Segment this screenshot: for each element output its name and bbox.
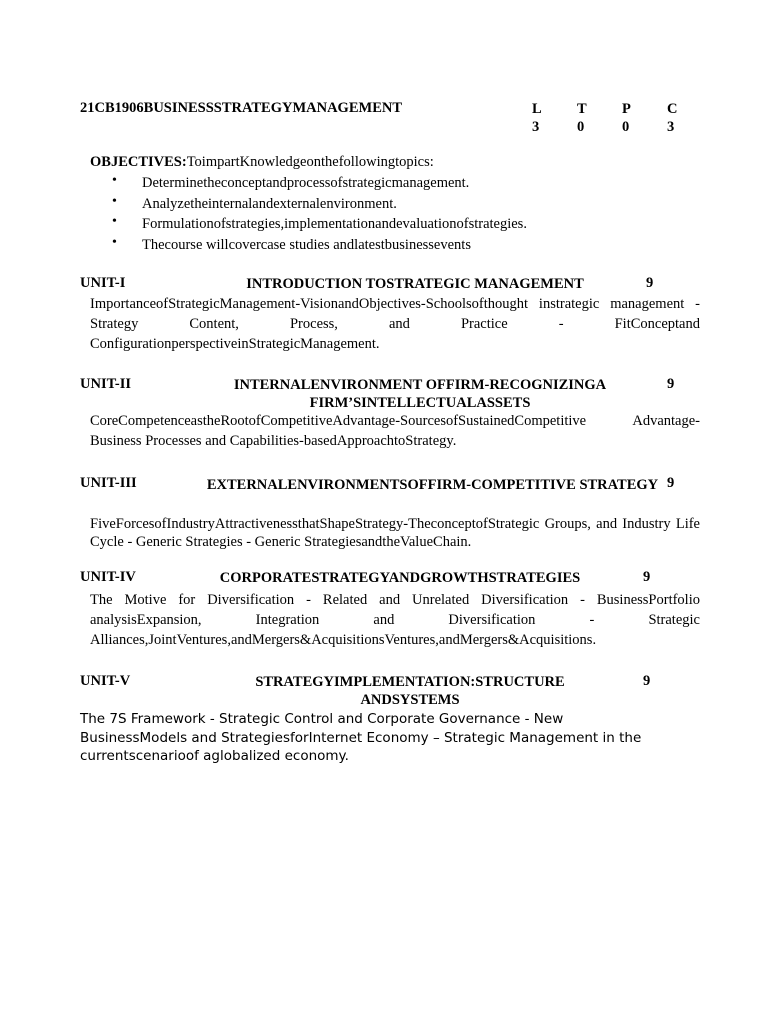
objective-text: Determinetheconceptandprocessofstrategicmanagement. [142,175,470,191]
ltpc-value: 0 [622,119,630,135]
ltpc-c [667,100,687,136]
ltpc-p [622,100,642,136]
ltpc-value: 3 [532,119,540,135]
objective-item [90,214,710,235]
unit-4-hours: 9 [643,569,651,585]
unit-1-hours: 9 [646,275,654,291]
unit-3-label: UNIT-III [80,475,137,491]
unit-3-body: FiveForcesofIndustryAttractivenessthatShapeStrategy-TheconceptofStrategic Groups, and Industry Life Cycle - Generic Strategies - Generic StrategiesandtheValueChain. [90,516,700,550]
course-title: 21CB1906BUSINESSSTRATEGYMANAGEMENT [80,100,403,116]
unit-5-label: UNIT-V [80,673,131,689]
objectives-list [90,173,710,255]
unit-1-title: INTRODUCTION TOSTRATEGIC MANAGEMENT [246,276,584,292]
bullet-icon: • [112,193,117,209]
ltpc-value: 3 [667,119,675,135]
objective-item [90,173,710,194]
objectives-heading: OBJECTIVES: [90,154,187,170]
ltpc-label: L [532,101,542,117]
ltpc-label: C [667,101,678,117]
unit-3-title [185,475,680,495]
unit-4-label: UNIT-IV [80,569,136,585]
ltpc-label: P [622,101,631,117]
bullet-icon: • [112,173,117,188]
objective-text: Thecourse willcovercase studies andlatestbusinessevents [142,236,471,253]
objective-item [90,235,710,256]
unit-3-hours: 9 [667,475,675,491]
objective-text: Formulationofstrategies,implementationandevaluationofstrategies. [142,216,527,232]
unit-2-body: CoreCompetenceastheRootofCompetitiveAdvantage-SourcesofSustainedCompetitive Advantage-Business Processes and Capabilities-basedApproachtoStrategy. [90,413,700,449]
ltpc-label: T [577,101,587,117]
unit-2-label: UNIT-II [80,376,132,392]
ltpc-l [532,100,552,136]
ltpc-value: 0 [577,119,585,135]
unit-2-hours: 9 [667,376,675,392]
objective-item [90,194,710,215]
objectives-section [90,154,710,255]
objectives-intro-line [90,154,710,171]
ltpc-t [577,100,597,136]
unit-1-body: ImportanceofStrategicManagement-VisionandObjectives-Schoolsofthought instrategic management - Strategy Content, Process, and Practice - FitConceptand ConfigurationperspectiveinStrategicManagement. [90,296,700,352]
unit-3-title-text: EXTERNALENVIRONMENTSOFFIRM-COMPETITIVE STRATEGY [206,477,659,493]
bullet-icon: • [112,234,117,250]
unit-1-label: UNIT-I [80,275,126,291]
unit-2-title: INTERNALENVIRONMENT OFFIRM-RECOGNIZINGA FIRM’SINTELLECTUALASSETS [233,377,607,411]
unit-4-title: CORPORATESTRATEGYANDGROWTHSTRATEGIES [219,570,581,586]
unit-5-hours: 9 [643,673,651,689]
unit-4-body: The Motive for Diversification - Related and Unrelated Diversification - BusinessPortfolio analysisExpansion, Integration and Diversification - Strategic Alliances,JointVentures,andMergers&AcquisitionsVentures,andMergers&Acquisitions. [90,592,700,648]
unit-5-body: The 7S Framework - Strategic Control and Corporate Governance - New BusinessModels and StrategiesforInternet Economy – Strategic Management in the currentscenarioof aglobalized economy. [80,711,642,764]
objective-text: Analyzetheinternalandexternalenvironment. [142,195,397,212]
objectives-intro: ToimpartKnowledgeonthefollowingtopics: [186,154,434,170]
unit-5-title: STRATEGYIMPLEMENTATION:STRUCTURE ANDSYSTEMS [255,674,565,708]
bullet-icon: • [112,214,117,229]
